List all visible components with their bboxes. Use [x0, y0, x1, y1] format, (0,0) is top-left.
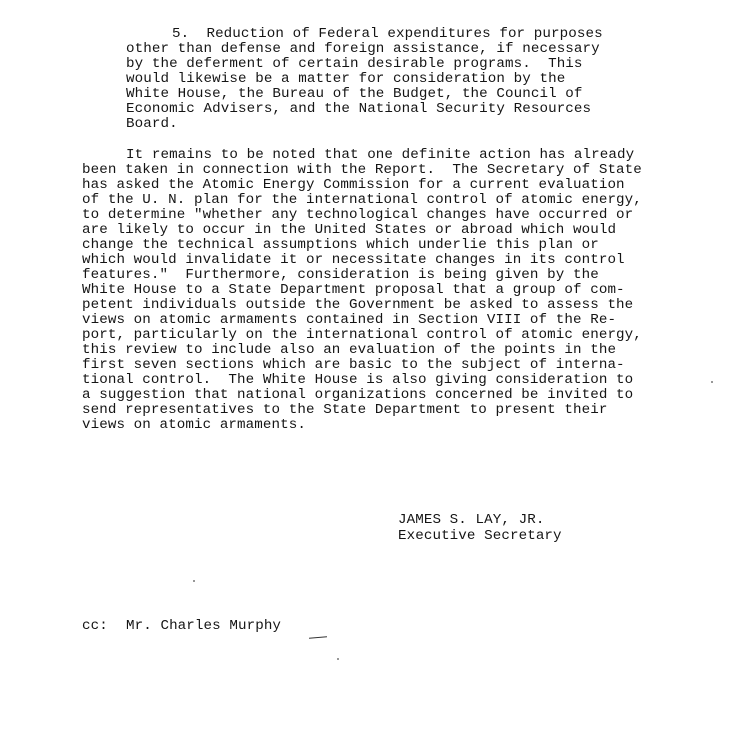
paragraph-main-line-5: to determine "whether any technological changes have occurred or — [82, 207, 634, 223]
signature-name: JAMES S. LAY, JR. — [398, 512, 545, 528]
paragraph-5-line-7: Board. — [126, 116, 178, 132]
paragraph-5-line-3: by the deferment of certain desirable programs. This — [126, 56, 583, 72]
paper-speck — [193, 580, 195, 582]
cc-label: cc: — [82, 618, 108, 634]
paragraph-5-line-6: Economic Advisers, and the National Security Resources — [126, 101, 592, 117]
paragraph-5-line-4: would likewise be a matter for consideration by the — [126, 71, 566, 87]
signature-title: Executive Secretary — [398, 528, 562, 544]
cc-recipient: Mr. Charles Murphy — [126, 618, 282, 634]
paragraph-main-line-18: send representatives to the State Department to present their — [82, 402, 608, 418]
paragraph-5-line-2: other than defense and foreign assistance, if necessary — [126, 41, 600, 57]
paragraph-main-line-9: features." Furthermore, consideration is being given by the — [82, 267, 599, 283]
paragraph-main-line-6: are likely to occur in the United States or abroad which would — [82, 222, 617, 238]
paragraph-main-line-10: White House to a State Department proposal that a group of com- — [82, 282, 625, 298]
paragraph-main-line-15: first seven sections which are basic to the subject of interna- — [82, 357, 625, 373]
paragraph-5-line-5: White House, the Bureau of the Budget, the Council of — [126, 86, 583, 102]
paragraph-main-line-3: has asked the Atomic Energy Commission for a current evaluation — [82, 177, 625, 193]
paragraph-5-line-1: 5. Reduction of Federal expenditures for purposes — [172, 26, 603, 42]
paragraph-main-line-12: views on atomic armaments contained in Section VIII of the Re- — [82, 312, 617, 328]
paragraph-main-line-19: views on atomic armaments. — [82, 417, 306, 433]
faded-margin-stamp — [474, 330, 724, 352]
paragraph-main-line-16: tional control. The White House is also giving consideration to — [82, 372, 634, 388]
paragraph-main-line-14: this review to include also an evaluation of the points in the — [82, 342, 617, 358]
paragraph-main-line-8: which would invalidate it or necessitate changes in its control — [82, 252, 625, 268]
paragraph-main-line-1: It remains to be noted that one definite action has already — [126, 147, 635, 163]
paragraph-main-line-7: change the technical assumptions which underlie this plan or — [82, 237, 599, 253]
paragraph-main-line-4: of the U. N. plan for the international control of atomic energy, — [82, 192, 642, 208]
paragraph-main-line-13: port, particularly on the international control of atomic energy, — [82, 327, 642, 343]
paragraph-main-line-2: been taken in connection with the Report. The Secretary of State — [82, 162, 642, 178]
paper-speck — [337, 658, 339, 660]
paragraph-main-line-17: a suggestion that national organizations concerned be invited to — [82, 387, 634, 403]
pen-mark — [309, 636, 327, 639]
paragraph-main-line-11: petent individuals outside the Government be asked to assess the — [82, 297, 634, 313]
paper-speck — [711, 381, 713, 383]
